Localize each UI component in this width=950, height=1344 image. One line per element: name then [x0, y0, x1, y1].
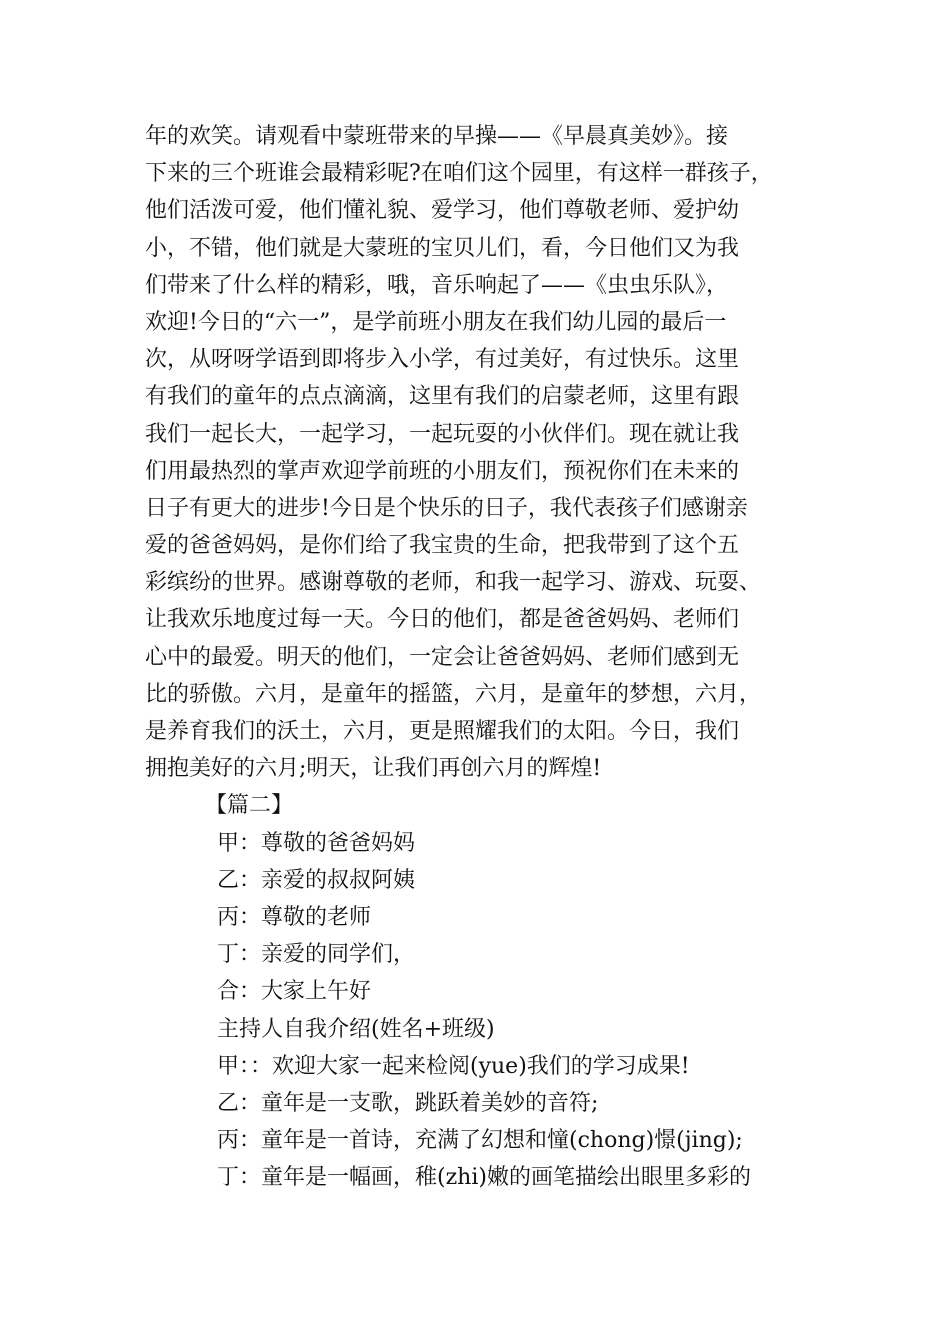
body-line: 爱的爸爸妈妈，是你们给了我宝贵的生命，把我带到了这个五 — [145, 533, 740, 559]
document-body — [145, 118, 825, 1196]
body-line: 他们活泼可爱，他们懂礼貌、爱学习，他们尊敬老师、爱护幼 — [145, 198, 740, 224]
body-line: 欢迎!今日的“六一”，是学前班小朋友在我们幼儿园的最后一 — [145, 309, 727, 335]
dialogue-line: 丁：童年是一幅画，稚(zhi)嫩的画笔描绘出眼里多彩的 — [217, 1165, 751, 1191]
section-heading: 【篇二】 — [205, 793, 294, 819]
body-line: 让我欢乐地度过每一天。今日的他们，都是爸爸妈妈、老师们 — [145, 607, 740, 633]
body-line: 彩缤纷的世界。感谢尊敬的老师，和我一起学习、游戏、玩耍、 — [145, 570, 762, 596]
body-line: 我们一起长大，一起学习，一起玩耍的小伙伴们。现在就让我 — [145, 421, 740, 447]
dialogue-line: 甲：尊敬的爸爸妈妈 — [217, 830, 416, 856]
dialogue-line: 丁：亲爱的同学们， — [217, 942, 416, 968]
body-line: 们带来了什么样的精彩，哦，音乐响起了——《虫虫乐队》， — [145, 272, 729, 298]
dialogue-line: 乙：亲爱的叔叔阿姨 — [217, 867, 416, 893]
dialogue-line: 主持人自我介绍(姓名+班级) — [217, 1016, 495, 1042]
body-line: 有我们的童年的点点滴滴，这里有我们的启蒙老师，这里有跟 — [145, 384, 740, 410]
body-line: 下来的三个班谁会最精彩呢?在咱们这个园里，有这样一群孩子， — [145, 161, 773, 187]
dialogue-line: 丙：童年是一首诗，充满了幻想和憧(chong)憬(jing); — [217, 1128, 743, 1154]
dialogue-line: 乙：童年是一支歌，跳跃着美妙的音符; — [217, 1090, 599, 1116]
body-line: 比的骄傲。六月，是童年的摇篮，六月，是童年的梦想，六月， — [145, 681, 762, 707]
dialogue-line: 丙：尊敬的老师 — [217, 904, 372, 930]
body-line: 心中的最爱。明天的他们，一定会让爸爸妈妈、老师们感到无 — [145, 644, 740, 670]
dialogue-line: 合：大家上午好 — [217, 979, 372, 1005]
body-line: 是养育我们的沃土，六月，更是照耀我们的太阳。今日，我们 — [145, 719, 740, 744]
body-line: 次，从呀呀学语到即将步入小学，有过美好，有过快乐。这里 — [145, 347, 740, 373]
body-line: 们用最热烈的掌声欢迎学前班的小朋友们，预祝你们在未来的 — [145, 458, 740, 484]
body-line: 小，不错，他们就是大蒙班的宝贝儿们，看，今日他们又为我 — [145, 235, 740, 261]
body-line: 年的欢笑。请观看中蒙班带来的早操——《早晨真美妙》。接 — [145, 124, 729, 149]
dialogue-line: 甲：：欢迎大家一起来检阅(yue)我们的学习成果! — [217, 1053, 690, 1079]
body-line: 日子有更大的进步!今日是个快乐的日子，我代表孩子们感谢亲 — [145, 495, 748, 521]
body-line: 拥抱美好的六月;明天，让我们再创六月的辉煌! — [145, 756, 602, 782]
